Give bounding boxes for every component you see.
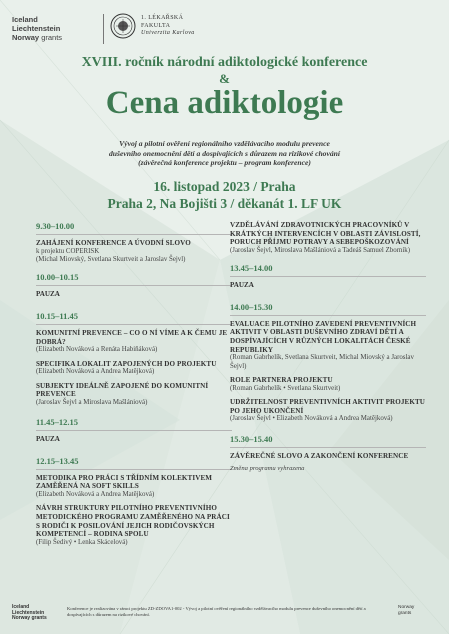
footer-norway-line: Norway: [398, 605, 415, 610]
subtitle-line: Vývoj a pilotní ověření regionálního vzdělávacího modulu prevence: [119, 139, 330, 148]
divider: [230, 276, 426, 277]
event-date: 16. listopad 2023 / Praha: [153, 179, 296, 194]
item-speakers: (Michal Miovský, Svetlana Skurtveit a Jaroslav Šejvl): [36, 256, 186, 263]
program-block: [230, 302, 426, 424]
footer-iln-logo: [12, 605, 52, 622]
program-right-column: [230, 221, 426, 472]
main-title: Cena adiktologie: [105, 85, 344, 121]
item-speakers: (Jaroslav Šejvl, Miroslava Mašlániová a Tadeáš Samuel Zborník): [230, 246, 411, 254]
program-item: [230, 320, 426, 371]
program-block: [36, 221, 232, 264]
footer-norway-line: grants: [398, 610, 412, 616]
item-speakers: (Roman Gabrhelík, Svetlana Skurtveit, Michal Miovský a Jaroslav Šejvl): [230, 354, 414, 370]
faculty-name: [141, 15, 231, 38]
program-block: [36, 456, 232, 547]
program-block: [230, 263, 426, 290]
item-speakers: (Elizabeth Nováková a Andrea Matějková): [36, 368, 155, 376]
break-label: PAUZA: [36, 290, 60, 299]
item-title: EVALUACE PILOTNÍHO ZAVEDENÍ PREVENTIVNÍCH AKTIVIT V OBLASTI DUŠEVNÍHO ZDRAVÍ DĚTÍ A DOSPÍVAJÍCÍCH V RŮZNÝCH LOKALITÁCH ČESKÉ REPUBLIKY: [230, 319, 417, 354]
program-item: [36, 504, 232, 547]
logo-grants: grants: [41, 33, 63, 42]
divider: [36, 430, 232, 431]
program-item: [36, 239, 232, 264]
program-block: [36, 311, 232, 407]
program-item: [36, 382, 232, 408]
logo-line: Norway: [12, 33, 40, 42]
divider: [36, 324, 232, 325]
event-venue: Praha 2, Na Bojišti 3 / děkanát 1. LF UK: [107, 196, 342, 211]
item-speakers: (Roman Gabrhelík • Svetlana Skurtveit): [230, 384, 341, 392]
conference-title: XVIII. ročník národní adiktologické konference: [81, 55, 368, 70]
subtitle-line: duševního onemocnění dětí a dospívajících s důrazem na rizikové chování: [109, 148, 340, 158]
footer-logo-line: Norway grants: [12, 615, 47, 621]
item-title: ZÁVĚREČNÉ SLOVO A ZAKONČENÍ KONFERENCE: [230, 451, 409, 460]
item-speakers: (Elizabeth Nováková a Renáta Habiňáková): [36, 346, 158, 354]
block-time: 11.45–12.15: [36, 417, 79, 428]
faculty-seal-icon: [110, 13, 136, 39]
item-speakers: k projektu COPERISK: [36, 247, 100, 255]
block-time: 9.30–10.00: [36, 221, 75, 231]
divider: [36, 285, 232, 286]
program-left-column: [36, 221, 232, 552]
footer-logo-line: Liechtenstein: [12, 609, 45, 616]
program-item: [230, 452, 426, 461]
item-speakers: (Jaroslav Šejvl a Miroslava Mašlániová): [36, 398, 148, 406]
item-speakers: (Elizabeth Nováková a Andrea Matějková): [36, 490, 155, 498]
block-time: 10.00–10.15: [36, 272, 79, 283]
program-item: [36, 474, 232, 500]
faculty-university: Univerzita Karlova: [141, 30, 195, 36]
divider: [230, 315, 426, 316]
item-title: KOMUNITNÍ PREVENCE – CO O NÍ VÍME A K ČEMU JE DOBRÁ?: [36, 329, 228, 346]
program-block: [36, 417, 232, 444]
program-item: [230, 376, 426, 393]
subtitle-line: (závěrečná konference projektu – program konference): [138, 158, 311, 167]
block-time: 15.30–15.40: [230, 433, 273, 444]
program-block: [36, 272, 232, 299]
faculty-line: FAKULTA: [141, 22, 171, 29]
item-title: METODIKA PRO PRÁCI S TŘÍDNÍM KOLEKTIVEM ZAMĚŘENÁ NA SOFT SKILLS: [36, 473, 213, 491]
item-title: SPECIFIKA LOKALIT ZAPOJENÝCH DO PROJEKTU: [36, 359, 217, 368]
item-title: ZAHÁJENÍ KONFERENCE A ÚVODNÍ SLOVO: [36, 239, 191, 247]
block-time: 13.45–14.00: [230, 263, 273, 274]
iceland-liechtenstein-norway-logo: [12, 15, 102, 42]
item-speakers: (Jaroslav Šejvl • Elizabeth Nováková a Andrea Matějková): [230, 415, 393, 423]
program-item: [36, 329, 232, 355]
item-title: SUBJEKTY IDEÁLNĚ ZAPOJENÉ DO KOMUNITNÍ PREVENCE: [36, 381, 209, 399]
item-title: UDRŽITELNOST PREVENTIVNÍCH AKTIVIT PROJEKTU PO JEHO UKONČENÍ: [230, 397, 426, 415]
faculty-line: 1. LÉKAŘSKÁ: [141, 15, 184, 21]
item-title: NÁVRH STRUKTURY PILOTNÍHO PREVENTIVNÍHO METODICKÉHO PROGRAMU ZAMĚŘENÉHO NA PRÁCI S RODIČI K POSILOVÁNÍ JEJICH RODIČOVSKÝCH KOMPETENCÍ – RODINA SPOLU: [36, 504, 230, 539]
program-item: [230, 398, 426, 424]
divider: [36, 234, 232, 235]
program-item: [36, 360, 232, 377]
divider: [36, 469, 232, 470]
item-title: ROLE PARTNERA PROJEKTU: [230, 375, 333, 384]
program-block: [230, 434, 426, 473]
footer-text: Konference je realizována v rámci projektu ZD-ZDOVA1-002 - Vývoj a pilotní ověření regionálního vzdělávacího modulu prevence duševního onemocnění dětí a dospívajících s důrazem na rizikové chování.: [67, 606, 366, 617]
logo-line: Iceland: [12, 15, 38, 24]
footer-logo-line: Iceland: [12, 604, 30, 610]
item-title: VZDĚLÁVÁNÍ ZDRAVOTNICKÝCH PRACOVNÍKŮ V KRÁTKÝCH INTERVENCÍCH V OBLASTI ZÁVISLOSTÍ, PORUCH PŘÍJMU POTRAVY A SEBEPOŠKOZOVÁNÍ: [230, 221, 421, 247]
program-block: [230, 221, 426, 255]
break-label: PAUZA: [36, 435, 60, 444]
ampersand: &: [219, 71, 230, 86]
block-time: 12.15–13.45: [36, 455, 79, 466]
block-time: 14.00–15.30: [230, 301, 273, 312]
break-label: PAUZA: [230, 281, 254, 290]
block-time: 10.15–11.45: [36, 311, 79, 321]
program-note: Změna programu vyhrazena: [230, 465, 305, 473]
divider: [230, 447, 426, 448]
subtitle: [60, 139, 389, 168]
footer-norway-logo: [398, 605, 438, 616]
program-item: [230, 221, 426, 255]
header-divider: [103, 14, 104, 44]
logo-line: Liechtenstein: [12, 24, 61, 33]
item-speakers: (Filip Šedivý • Lenka Skácelová): [36, 538, 128, 546]
